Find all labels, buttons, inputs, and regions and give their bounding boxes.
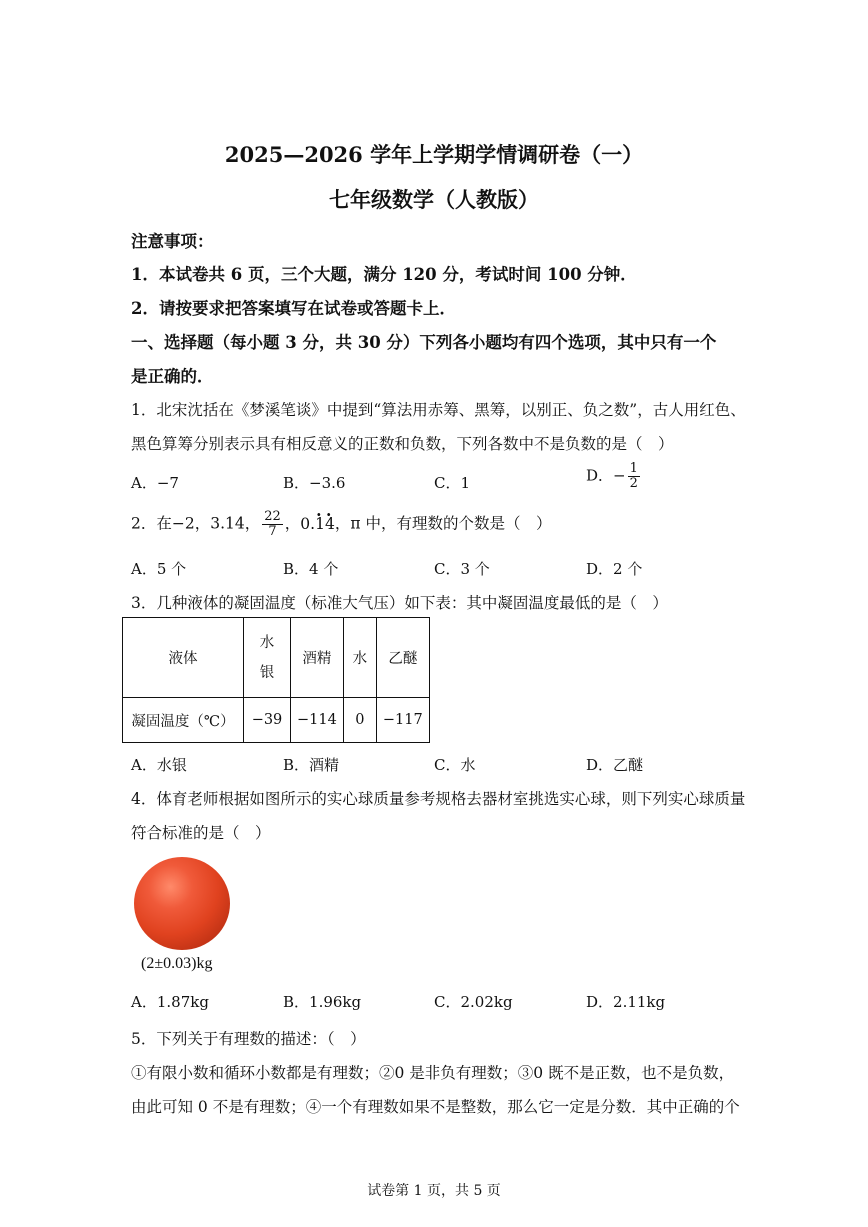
exam-subtitle: 七年级数学（人教版） — [329, 187, 539, 212]
table-cell: 酒精 — [291, 618, 344, 698]
table-cell: 水 — [343, 618, 376, 698]
q1-option-c: C．1 — [434, 474, 471, 492]
notes-item-2: 2．请按要求把答案填写在试卷或答题卡上． — [131, 299, 456, 318]
ball-weight-label: (2±0.03)kg — [141, 955, 213, 972]
table-row — [123, 698, 430, 743]
q4-option-c: C．2.02kg — [434, 993, 513, 1011]
q3-option-d: D．乙醚 — [586, 756, 644, 774]
q4-option-d: D．2.11kg — [586, 993, 666, 1011]
q3-option-a: A．水银 — [131, 756, 187, 774]
q4-option-a: A．1.87kg — [131, 993, 209, 1011]
freezing-point-table — [122, 617, 430, 743]
exam-title: 2025—2026 学年上学期学情调研卷（一） — [224, 142, 644, 167]
q5-stem: 5．下列关于有理数的描述：（ ） — [131, 1030, 366, 1048]
q2-separator: ， — [284, 514, 301, 533]
table-cell: −39 — [244, 698, 291, 743]
repeat-dot: · 1 — [315, 515, 325, 533]
q2-repeating-decimal: 0.· 1· 4 — [300, 515, 335, 533]
q2-stem — [131, 510, 551, 539]
q3-option-b: B．酒精 — [283, 756, 340, 774]
q2-option-c: C．3 个 — [434, 560, 490, 578]
table-row — [123, 618, 430, 698]
q1-stem-line2: 黑色算筹分别表示具有相反意义的正数和负数，下列各数中不是负数的是（ ） — [131, 435, 674, 453]
table-cell: 水银 — [244, 618, 291, 698]
q5-statements-line1: ①有限小数和循环小数都是有理数；②0 是非负有理数；③0 既不是正数，也不是负数， — [131, 1064, 735, 1082]
fraction-numerator: 1 — [629, 461, 638, 476]
table-cell: 凝固温度（℃） — [123, 698, 244, 743]
q1-option-d-fraction — [628, 462, 640, 491]
q2-option-d: D．2 个 — [586, 560, 643, 578]
table-cell: 0 — [343, 698, 376, 743]
table-cell: −117 — [376, 698, 429, 743]
q2-stem-prefix: 2．在−2，3.14， — [131, 514, 261, 533]
q1-option-b: B．−3.6 — [283, 474, 346, 492]
fraction-numerator: 22 — [264, 509, 281, 524]
fraction-denominator: 7 — [268, 524, 277, 539]
q1-option-d — [586, 462, 642, 491]
notes-heading: 注意事项： — [131, 232, 214, 251]
q3-option-c: C．水 — [434, 756, 476, 774]
section1-heading-cont: 是正确的． — [131, 367, 214, 386]
q4-option-b: B．1.96kg — [283, 993, 362, 1011]
notes-item-1: 1．本试卷共 6 页，三个大题，满分 120 分，考试时间 100 分钟． — [131, 265, 637, 284]
q2-option-b: B．4 个 — [283, 560, 339, 578]
repeat-dot: · 4 — [325, 515, 335, 533]
q1-stem-line1: 1．北宋沈括在《梦溪笔谈》中提到“算法用赤筹、黑筹，以别正、负之数”，古人用红色、 — [131, 401, 746, 419]
q2-option-a: A．5 个 — [131, 560, 187, 578]
q1-option-d-prefix: D．− — [586, 466, 626, 485]
table-cell: −114 — [291, 698, 344, 743]
q5-statements-line2: 由此可知 0 不是有理数；④一个有理数如果不是整数，那么它一定是分数．其中正确的个 — [131, 1098, 740, 1116]
section1-heading: 一、选择题（每小题 3 分，共 30 分）下列各小题均有四个选项，其中只有一个 — [131, 333, 717, 352]
q1-option-a: A．−7 — [131, 474, 179, 492]
table-cell: 液体 — [123, 618, 244, 698]
q2-stem-suffix: ，π 中，有理数的个数是（ ） — [334, 514, 552, 533]
q4-stem-line2: 符合标准的是（ ） — [131, 824, 271, 842]
q4-stem-line1: 4．体育老师根据如图所示的实心球质量参考规格去器材室挑选实心球，则下列实心球质量 — [131, 790, 746, 808]
medicine-ball-image — [134, 857, 230, 950]
q2-fraction — [262, 510, 283, 539]
fraction-denominator: 2 — [629, 476, 638, 491]
q3-stem: 3．几种液体的凝固温度（标准大气压）如下表：其中凝固温度最低的是（ ） — [131, 594, 668, 612]
table-cell: 乙醚 — [376, 618, 429, 698]
page-footer: 试卷第 1 页，共 5 页 — [367, 1183, 501, 1199]
